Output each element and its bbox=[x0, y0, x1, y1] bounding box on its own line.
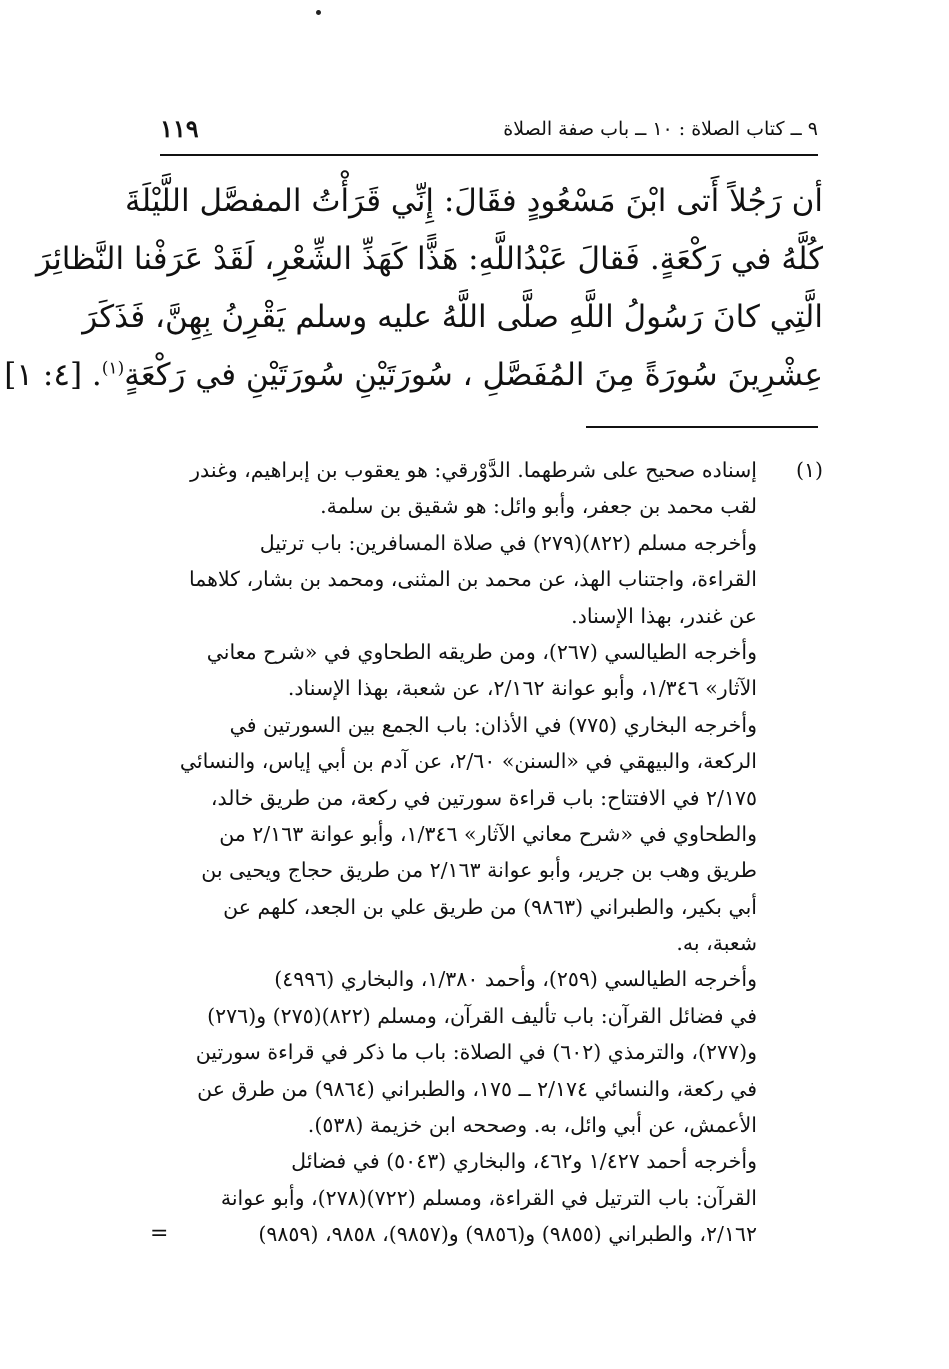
footnote-line: في فضائل القرآن: باب تأليف القرآن، ومسلم (٨٢٢)(٢٧٥) و(٢٧٦) bbox=[207, 1003, 757, 1028]
page-speck bbox=[316, 10, 321, 15]
footnote-line: في ركعة، والنسائي ٢/١٧٤ ــ ١٧٥، والطبراني (٩٨٦٤) من طرق عن bbox=[197, 1076, 757, 1101]
hadith-text bbox=[4, 172, 823, 404]
footnote-line: ٢/١٧٥ في الافتتاح: باب قراءة سورتين في ركعة، من طريق خالد، bbox=[210, 785, 757, 810]
footnote-reference: (١) bbox=[101, 358, 125, 379]
footnote-line bbox=[150, 1216, 823, 1252]
footnote-line bbox=[150, 452, 823, 488]
footnote-line: وأخرجه البخاري (٧٧٥) في الأذان: باب الجمع بين السورتين في bbox=[229, 712, 757, 737]
footnote-line: و(٢٧٧)، والترمذي (٦٠٢) في الصلاة: باب ما ذكر في قراءة سورتين bbox=[195, 1040, 757, 1065]
footnotes bbox=[150, 452, 823, 1253]
running-title: ٩ ــ كتاب الصلاة : ١٠ ــ باب صفة الصلاة bbox=[503, 118, 818, 140]
hadith-line-text: عِشْرِينَ سُورَةً مِنَ المُفَصَّلِ ، سُورَتَيْنِ سُورَتَيْنِ في رَكْعَةٍ bbox=[124, 357, 823, 393]
footnote-line: لقب محمد بن جعفر، وأبو وائل: هو شقيق بن سلمة. bbox=[320, 494, 757, 519]
footnote-line: الركعة، والبيهقي في «السنن» ٢/٦٠، عن آدم بن أبي إياس، والنسائي bbox=[179, 749, 757, 774]
header-rule bbox=[160, 154, 818, 156]
footnote-line: وأخرجه مسلم (٨٢٢)(٢٧٩) في صلاة المسافرين: باب ترتيل bbox=[259, 530, 757, 555]
footnote-separator bbox=[586, 426, 818, 428]
footnote-line: شعبة، به. bbox=[676, 931, 757, 956]
footnote-number: (١) bbox=[795, 458, 823, 482]
hadith-line bbox=[4, 346, 823, 404]
footnote-text: ٢/١٦٢، والطبراني (٩٨٥٥) و(٩٨٥٦) و(٩٨٥٧)، ٩٨٥٨، (٩٨٥٩) bbox=[258, 1222, 757, 1247]
footnote-line: القرآن: باب الترتيل في القراءة، ومسلم (٧٢٢)(٢٧٨)، وأبو عوانة bbox=[220, 1185, 757, 1210]
footnote-line: الآثار» ١/٣٤٦، وأبو عوانة ٢/١٦٢، عن شعبة، بهذا الإسناد. bbox=[287, 676, 757, 701]
footnote-text: إسناده صحيح على شرطهما. الدَّوْرقي: هو يعقوب بن إبراهيم، وغندر bbox=[190, 458, 757, 482]
hadith-citation: . [٤: ١] bbox=[4, 357, 102, 393]
hadith-line: الَّتِي كانَ رَسُولُ اللَّهِ صلَّى اللَّهُ عليه وسلم يَقْرِنُ بِهِنَّ، فَذَكَرَ bbox=[82, 299, 823, 335]
footnote-line: وأخرجه أحمد ١/٤٢٧ و٤٦٢، والبخاري (٥٠٤٣) في فضائل bbox=[291, 1149, 757, 1174]
footnote-line: القراءة، واجتناب الهذ، عن محمد بن المثنى، ومحمد بن بشار، كلاهما bbox=[189, 567, 757, 592]
footnote-line: وأخرجه الطيالسي (٢٥٩)، وأحمد ١/٣٨٠، والبخاري (٤٩٩٦) bbox=[274, 967, 757, 992]
footnote-line: طريق وهب بن جرير، وأبو عوانة ٢/١٦٣ من طريق حجاج ويحيى بن bbox=[201, 858, 757, 883]
hadith-line: أن رَجُلاً أَتى ابْنَ مَسْعُودٍ فقَالَ: إِنِّي قَرَأْتُ المفصَّل اللَّيْلَةَ bbox=[125, 183, 823, 219]
page-header bbox=[160, 112, 818, 152]
footnote-line: الأعمش، عن أبي وائل، به. وصححه ابن خزيمة (٥٣٨). bbox=[307, 1113, 757, 1138]
footnote-line: عن غندر، بهذا الإسناد. bbox=[571, 603, 757, 628]
footnote-line: أبي بكير، والطبراني (٩٨٦٣) من طريق علي بن الجعد، كلهم عن bbox=[223, 894, 757, 919]
hadith-line: كُلَّهُ في رَكْعَةٍ. فَقالَ عَبْدُاللَّهِ: هَذًّا كَهَذِّ الشِّعْرِ، لَقَدْ عَرَفْنا النَّظائِرَ bbox=[36, 241, 823, 277]
page-number: ١١٩ bbox=[160, 114, 199, 143]
footnote-line: وأخرجه الطيالسي (٢٦٧)، ومن طريقه الطحاوي في «شرح معاني bbox=[206, 639, 757, 664]
footnote-line: والطحاوي في «شرح معاني الآثار» ١/٣٤٦، وأبو عوانة ٢/١٦٣ من bbox=[219, 821, 757, 846]
continuation-mark: = bbox=[150, 1221, 169, 1247]
